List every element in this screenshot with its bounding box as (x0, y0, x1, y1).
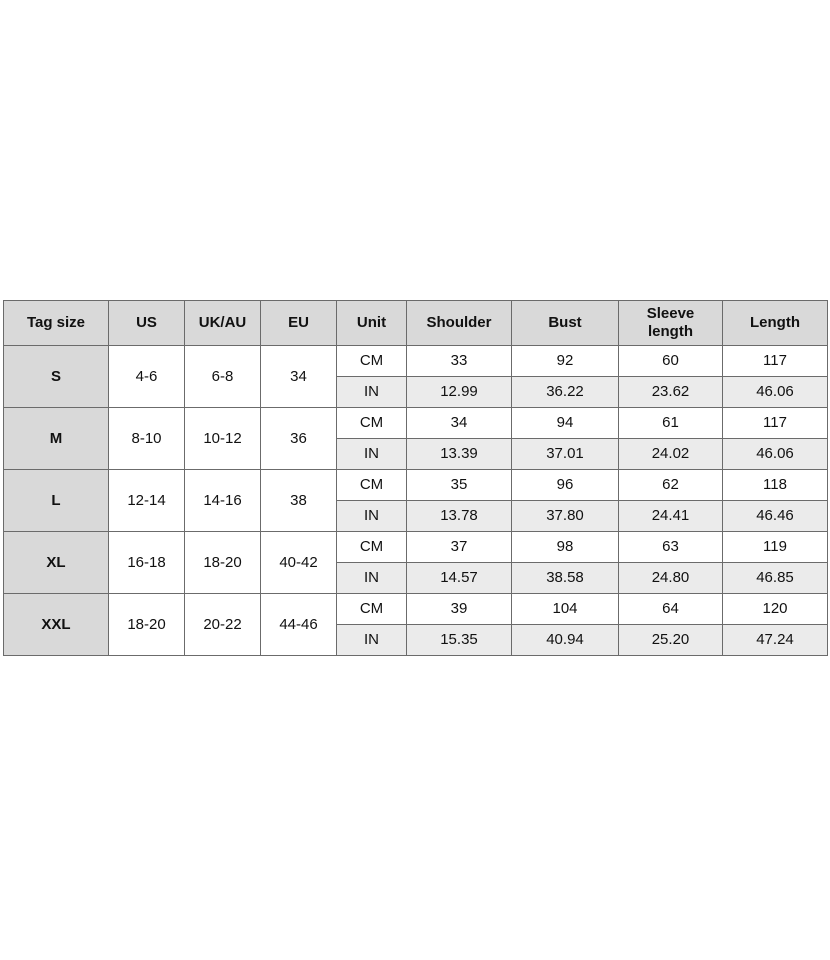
shoulder-cell: 14.57 (407, 563, 512, 594)
sleeve-cell: 61 (619, 408, 723, 439)
bust-cell: 37.80 (512, 501, 619, 532)
bust-cell: 38.58 (512, 563, 619, 594)
us-size-cell: 4-6 (109, 346, 185, 408)
us-size-cell: 18-20 (109, 594, 185, 656)
bust-cell: 92 (512, 346, 619, 377)
bust-cell: 98 (512, 532, 619, 563)
sleeve-cell: 24.02 (619, 439, 723, 470)
us-size-cell: 8-10 (109, 408, 185, 470)
eu-size-cell: 38 (261, 470, 337, 532)
unit-cell: IN (337, 377, 407, 408)
table-row (4, 594, 828, 625)
tag-size-cell: M (4, 408, 109, 470)
eu-size-cell: 36 (261, 408, 337, 470)
bust-cell: 94 (512, 408, 619, 439)
uk-au-size-cell: 18-20 (185, 532, 261, 594)
bust-cell: 104 (512, 594, 619, 625)
eu-size-cell: 44-46 (261, 594, 337, 656)
sleeve-cell: 23.62 (619, 377, 723, 408)
header-us: US (109, 301, 185, 346)
sleeve-cell: 63 (619, 532, 723, 563)
uk-au-size-cell: 20-22 (185, 594, 261, 656)
unit-cell: IN (337, 563, 407, 594)
eu-size-cell: 40-42 (261, 532, 337, 594)
shoulder-cell: 13.78 (407, 501, 512, 532)
bust-cell: 36.22 (512, 377, 619, 408)
header-length: Length (723, 301, 828, 346)
length-cell: 46.46 (723, 501, 828, 532)
length-cell: 46.06 (723, 377, 828, 408)
unit-cell: CM (337, 346, 407, 377)
shoulder-cell: 33 (407, 346, 512, 377)
sleeve-cell: 25.20 (619, 625, 723, 656)
bust-cell: 96 (512, 470, 619, 501)
unit-cell: CM (337, 408, 407, 439)
shoulder-cell: 35 (407, 470, 512, 501)
header-shoulder: Shoulder (407, 301, 512, 346)
shoulder-cell: 39 (407, 594, 512, 625)
header-unit: Unit (337, 301, 407, 346)
unit-cell: IN (337, 501, 407, 532)
shoulder-cell: 15.35 (407, 625, 512, 656)
unit-cell: IN (337, 439, 407, 470)
bust-cell: 40.94 (512, 625, 619, 656)
shoulder-cell: 37 (407, 532, 512, 563)
table-row (4, 532, 828, 563)
length-cell: 120 (723, 594, 828, 625)
size-chart-table (3, 300, 828, 656)
length-cell: 117 (723, 346, 828, 377)
bust-cell: 37.01 (512, 439, 619, 470)
uk-au-size-cell: 10-12 (185, 408, 261, 470)
shoulder-cell: 34 (407, 408, 512, 439)
sleeve-cell: 24.41 (619, 501, 723, 532)
table-header-row (4, 301, 828, 346)
header-eu: EU (261, 301, 337, 346)
unit-cell: IN (337, 625, 407, 656)
tag-size-cell: XL (4, 532, 109, 594)
length-cell: 47.24 (723, 625, 828, 656)
length-cell: 118 (723, 470, 828, 501)
table-row (4, 470, 828, 501)
eu-size-cell: 34 (261, 346, 337, 408)
shoulder-cell: 13.39 (407, 439, 512, 470)
tag-size-cell: S (4, 346, 109, 408)
tag-size-cell: L (4, 470, 109, 532)
table-row (4, 408, 828, 439)
tag-size-cell: XXL (4, 594, 109, 656)
uk-au-size-cell: 14-16 (185, 470, 261, 532)
table-row (4, 346, 828, 377)
shoulder-cell: 12.99 (407, 377, 512, 408)
unit-cell: CM (337, 532, 407, 563)
length-cell: 119 (723, 532, 828, 563)
unit-cell: CM (337, 470, 407, 501)
header-bust: Bust (512, 301, 619, 346)
length-cell: 117 (723, 408, 828, 439)
us-size-cell: 12-14 (109, 470, 185, 532)
us-size-cell: 16-18 (109, 532, 185, 594)
size-rows (4, 346, 828, 656)
sleeve-cell: 62 (619, 470, 723, 501)
length-cell: 46.06 (723, 439, 828, 470)
header-tag-size: Tag size (4, 301, 109, 346)
uk-au-size-cell: 6-8 (185, 346, 261, 408)
sleeve-cell: 64 (619, 594, 723, 625)
cropped-footnote-text (305, 660, 785, 665)
header-uk-au: UK/AU (185, 301, 261, 346)
sleeve-cell: 24.80 (619, 563, 723, 594)
unit-cell: CM (337, 594, 407, 625)
header-sleeve-length: Sleeve length (619, 301, 723, 346)
sleeve-cell: 60 (619, 346, 723, 377)
length-cell: 46.85 (723, 563, 828, 594)
